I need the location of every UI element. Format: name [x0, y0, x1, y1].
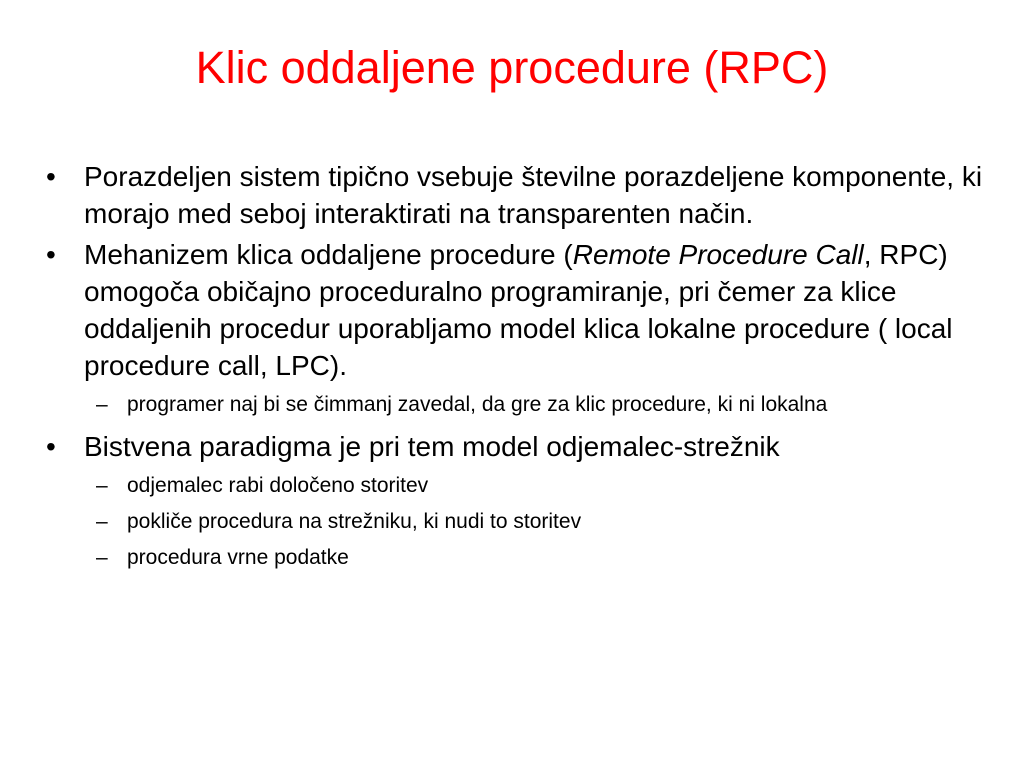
- bullet-item-3: [0, 428, 1024, 465]
- bullet-marker: •: [46, 239, 56, 270]
- bullet-text: Porazdeljen sistem tipično vsebuje številne porazdeljene komponente, ki morajo med seboj interaktirati na transparenten način.: [84, 161, 983, 229]
- bullet-text-part: , RPC) omogoča običajno proceduralno programiranje, pri čemer za klice oddaljenih procedur uporabljamo model klica lokalne procedure ( local procedure call, LPC).: [84, 239, 953, 381]
- sub-bullet-text: pokliče procedura na strežniku, ki nudi to storitev: [127, 510, 582, 533]
- sub-bullet-item-3-3: [0, 545, 1024, 571]
- sub-bullet-item-3-2: [0, 509, 1024, 535]
- bullet-item-2: [0, 236, 1024, 384]
- bullet-text-part: Mehanizem klica oddaljene procedure (: [84, 239, 573, 270]
- dash-marker: –: [96, 474, 108, 497]
- dash-marker: –: [96, 393, 108, 416]
- sub-bullet-text: procedura vrne podatke: [127, 546, 349, 569]
- sub-bullet-item-3-1: [0, 473, 1024, 499]
- bullet-marker: •: [46, 431, 56, 462]
- slide-title: Klic oddaljene procedure (RPC): [195, 42, 829, 93]
- dash-marker: –: [96, 510, 108, 533]
- slide-body: [0, 158, 1024, 581]
- bullet-item-1: [0, 158, 1024, 232]
- sub-bullet-text: programer naj bi se čimmanj zavedal, da gre za klic procedure, ki ni lokalna: [127, 393, 828, 416]
- bullet-marker: •: [46, 161, 56, 192]
- bullet-text: Bistvena paradigma je pri tem model odjemalec-strežnik: [84, 431, 780, 462]
- bullet-text-italic: Remote Procedure Call: [572, 239, 864, 270]
- dash-marker: –: [96, 546, 108, 569]
- sub-bullet-item-2-1: [0, 392, 1024, 418]
- sub-bullet-text: odjemalec rabi določeno storitev: [127, 474, 429, 497]
